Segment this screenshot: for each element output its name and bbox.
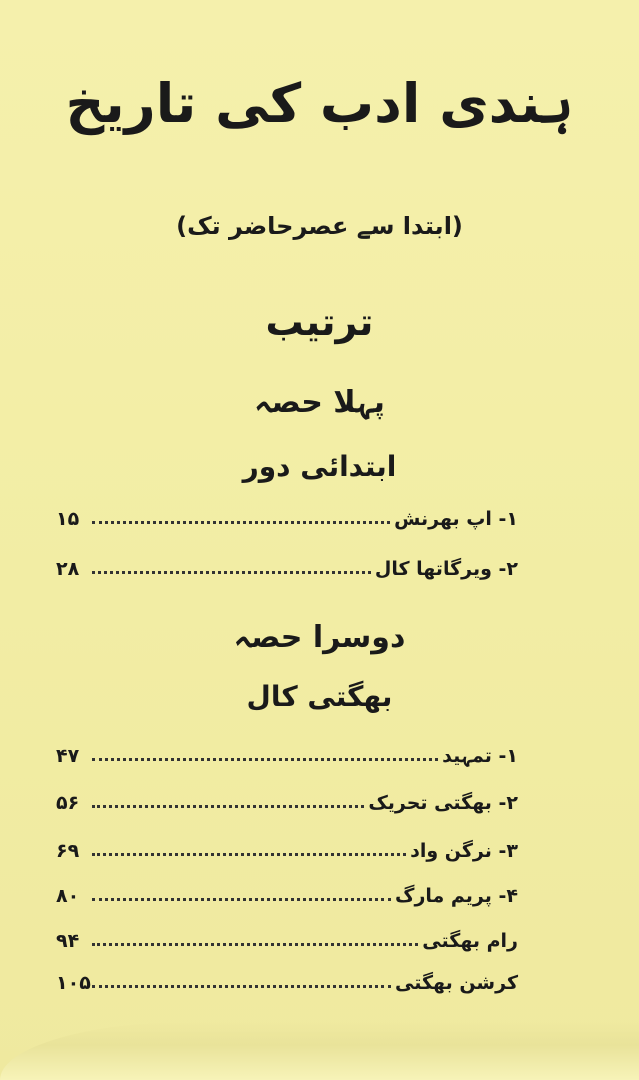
part-one-era: ابتدائی دور	[242, 450, 397, 483]
dot-leader	[92, 570, 371, 574]
toc-entry	[56, 930, 518, 952]
book-title: ہندی ادب کی تاریخ	[65, 72, 574, 135]
toc-entry-page: ۵۶	[56, 792, 80, 814]
toc-entry-page: ۱۵	[56, 508, 80, 530]
toc-entry-label: کرشن بھگتی	[395, 972, 518, 994]
toc-entry	[56, 972, 518, 994]
part-two-heading: دوسرا حصہ	[233, 620, 406, 655]
toc-entry-label: ۱- اپ بھرنش	[394, 508, 518, 530]
toc-entry	[56, 792, 518, 814]
dot-leader	[92, 897, 391, 901]
toc-entry-page: ۶۹	[56, 840, 80, 862]
toc-entry	[56, 885, 518, 907]
toc-entry-page: ۱۰۵	[56, 972, 91, 994]
dot-leader	[92, 804, 364, 808]
part-one-heading: پہلا حصہ	[254, 385, 385, 420]
dot-leader	[92, 942, 418, 946]
dot-leader	[92, 852, 406, 856]
dot-leader	[92, 757, 438, 761]
part-two-era: بھگتی کال	[246, 680, 393, 713]
toc-entry-label: ۱- تمہید	[442, 745, 518, 767]
dot-leader	[92, 984, 391, 988]
toc-entry-label: ۲- بھگتی تحریک	[368, 792, 518, 814]
toc-entry-page: ۸۰	[56, 885, 80, 907]
toc-entry-label: ۴- پریم مارگ	[394, 885, 518, 907]
toc-entry-label: رام بھگتی	[422, 930, 518, 952]
dot-leader	[92, 520, 390, 524]
toc-entry	[56, 840, 518, 862]
book-subtitle: (ابتدا سے عصرحاضر تک)	[176, 212, 463, 240]
toc-entry	[56, 508, 518, 530]
contents-heading: ترتیب	[265, 300, 374, 344]
toc-entry	[56, 745, 518, 767]
toc-entry-label: ۲- ویرگاتھا کال	[374, 558, 518, 580]
toc-entry-label: ۳- نرگن واد	[410, 840, 518, 862]
toc-entry	[56, 558, 518, 580]
toc-entry-page: ۴۷	[56, 745, 80, 767]
toc-entry-page: ۲۸	[56, 558, 80, 580]
toc-entry-page: ۹۴	[56, 930, 80, 952]
page-curl-shadow	[0, 1022, 639, 1080]
